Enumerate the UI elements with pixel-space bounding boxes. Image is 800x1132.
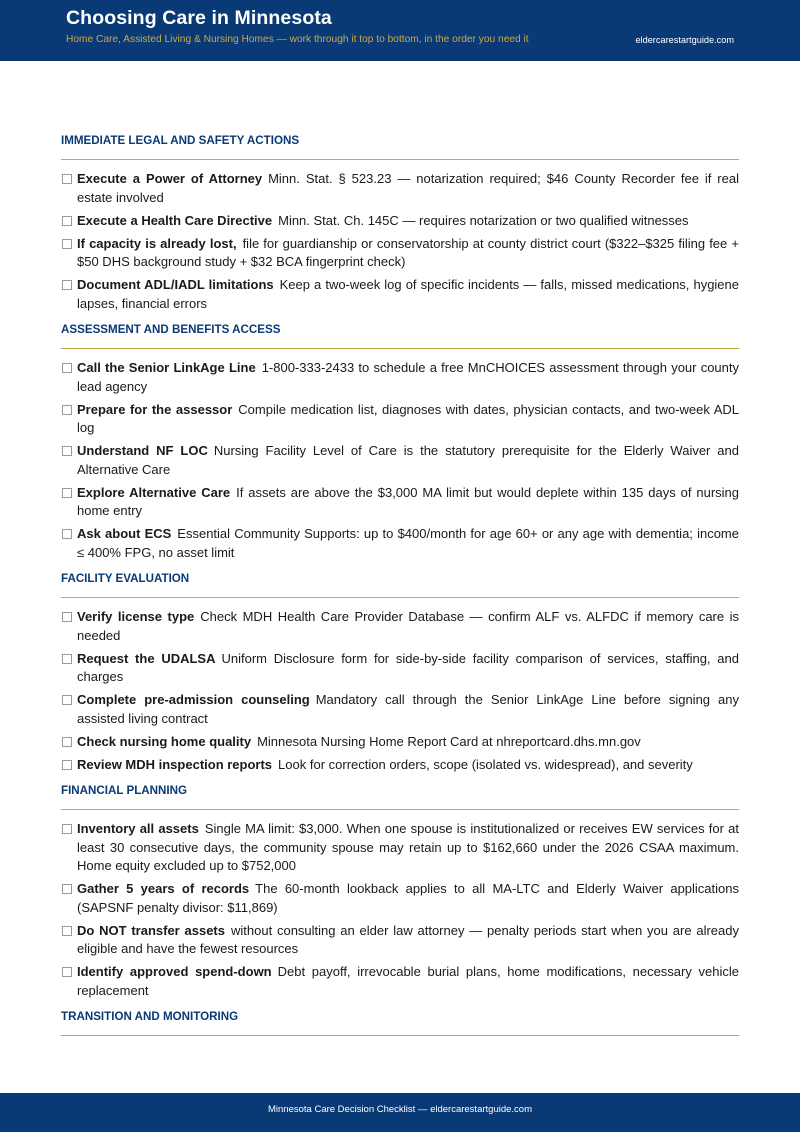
checkbox-icon[interactable] [62,405,72,415]
checklist-item-description: Essential Community Supports: up to $400/month for age 60+ or any age with dementia; income ≤ 400% FPG, no asset limit [77,526,739,560]
checklist-item-title: Identify approved spend-down [77,964,272,979]
checkbox-icon[interactable] [62,239,72,249]
page-subtitle: Home Care, Assisted Living & Nursing Homes — work through it top to bottom, in the order you need it [66,34,529,45]
checkbox-icon[interactable] [62,884,72,894]
checklist-item-description: Compile medication list, diagnoses with dates, physician contacts, and two-week ADL log [77,401,740,435]
checklist-items [61,820,739,1000]
checklist-item-description: Check MDH Health Care Provider Database — confirm ALF vs. ALFDC if memory care is needed [77,609,739,643]
checklist-item-title: Call the Senior LinkAge Line [77,360,256,375]
checklist-item [61,401,739,438]
checklist-item [61,359,739,396]
checklist-item-description: Keep a two-week log of specific incidents — falls, missed medications, hygiene lapses, financial errors [77,277,740,311]
checklist-item-title: Gather 5 years of records [77,881,250,896]
section-heading: FINANCIAL PLANNING [61,781,739,810]
checkbox-icon[interactable] [62,695,72,705]
checkbox-icon[interactable] [62,737,72,747]
checkbox-icon[interactable] [62,967,72,977]
checklist-item-description: The 60-month lookback applies to all MA-LTC and Elderly Waiver applications (SAPSNF penalty divisor: $11,869) [77,881,739,915]
checklist-item-description: Minnesota Nursing Home Report Card at nhreportcard.dhs.mn.gov [257,733,641,749]
checklist-item [61,442,739,479]
section-heading: ASSESSMENT AND BENEFITS ACCESS [61,320,739,349]
checkbox-icon[interactable] [62,926,72,936]
checklist-item-description: Minn. Stat. § 523.23 — notarization required; $46 County Recorder fee if real estate involved [77,171,739,205]
checklist-item [61,484,739,521]
checklist-item [61,276,739,313]
checklist-item-title: Explore Alternative Care [77,484,231,500]
checklist-sections [61,131,739,1046]
checklist-items [61,608,739,774]
checklist-item-title: Execute a Power of Attorney [77,171,263,186]
checklist-item [61,963,739,1000]
checklist-item-title: Ask about ECS [77,526,172,541]
checklist-item [61,525,739,562]
checklist-item [61,733,739,752]
checkbox-icon[interactable] [62,529,72,539]
checklist-item-title: Request the UDALSA [77,650,216,666]
section-heading: IMMEDIATE LEGAL AND SAFETY ACTIONS [61,131,739,160]
footer-text: Minnesota Care Decision Checklist — eldercarestartguide.com [267,1104,532,1115]
checklist-item [61,170,739,207]
checklist-item-title: If capacity is already lost, [77,235,237,251]
header-website-url: eldercarestartguide.com [635,35,734,45]
checkbox-icon[interactable] [62,824,72,834]
checklist-item-title: Review MDH inspection reports [77,756,273,772]
checkbox-icon[interactable] [62,488,72,498]
checklist-items [61,170,739,313]
checklist-item [61,820,739,876]
checklist-item-description: Nursing Facility Level of Care is the statutory prerequisite for the Elderly Waiver and Alternative Care [77,443,739,477]
checklist-item-title: Check nursing home quality [77,733,252,749]
checklist-item-description: 1-800-333-2433 to schedule a free MnCHOICES assessment through your county lead agency [77,360,740,394]
checklist-item-title: Complete pre-admission counseling [77,692,310,707]
checklist-item-title: Inventory all assets [77,821,199,836]
checklist-item-title: Prepare for the assessor [77,401,233,417]
page-title: Choosing Care in Minnesota [66,7,332,29]
checklist-item [61,691,739,728]
page-header [0,0,800,61]
checklist-item-title: Document ADL/IADL limitations [77,277,274,292]
checkbox-icon[interactable] [62,363,72,373]
checklist-item-description: Uniform Disclosure form for side-by-side facility comparison of services, staffing, and charges [77,650,739,684]
checklist-item-description: Look for correction orders, scope (isolated vs. widespread), and severity [278,756,693,772]
checklist-item-title: Verify license type [77,609,195,624]
checklist-item-description: file for guardianship or conservatorship at county district court ($322–$325 filing fee + $50 DHS background study + $32 BCA fingerprint check) [77,235,739,269]
checklist-item-title: Understand NF LOC [77,443,208,458]
checkbox-icon[interactable] [62,216,72,226]
checklist-items [61,359,739,562]
checklist-item [61,235,739,272]
checklist-item-title: Execute a Health Care Directive [77,212,273,228]
checklist-item [61,756,739,775]
checklist-item-description: without consulting an elder law attorney — penalty periods start when you are already eligible and have the fewest resources [77,922,739,956]
checklist-item-description: Minn. Stat. Ch. 145C — requires notarization or two qualified witnesses [278,212,689,228]
page-footer [0,1093,800,1132]
checklist-item-title: Do NOT transfer assets [77,922,225,938]
checklist-item-description: If assets are above the $3,000 MA limit but would deplete within 135 days of nursing home entry [77,484,739,518]
checklist-item [61,212,739,231]
checklist-item-description: Mandatory call through the Senior LinkAge Line before signing any assisted living contract [77,692,739,726]
checkbox-icon[interactable] [62,280,72,290]
checkbox-icon[interactable] [62,446,72,456]
checkbox-icon[interactable] [62,174,72,184]
checkbox-icon[interactable] [62,654,72,664]
checklist-item [61,650,739,687]
section-heading: FACILITY EVALUATION [61,569,739,598]
checkbox-icon[interactable] [62,760,72,770]
checklist-item-description: Debt payoff, irrevocable burial plans, home modifications, necessary vehicle replacement [77,964,739,998]
checklist-item [61,922,739,959]
section-heading: TRANSITION AND MONITORING [61,1007,739,1036]
checklist-item [61,608,739,645]
checklist-item-description: Single MA limit: $3,000. When one spouse is institutionalized or receives EW services for at least 30 consecutive days, the community spouse may retain up to $162,660 under the 2026 CSAA maximum. Home equity excluded up to $752,000 [77,821,739,873]
checkbox-icon[interactable] [62,612,72,622]
checklist-item [61,880,739,917]
